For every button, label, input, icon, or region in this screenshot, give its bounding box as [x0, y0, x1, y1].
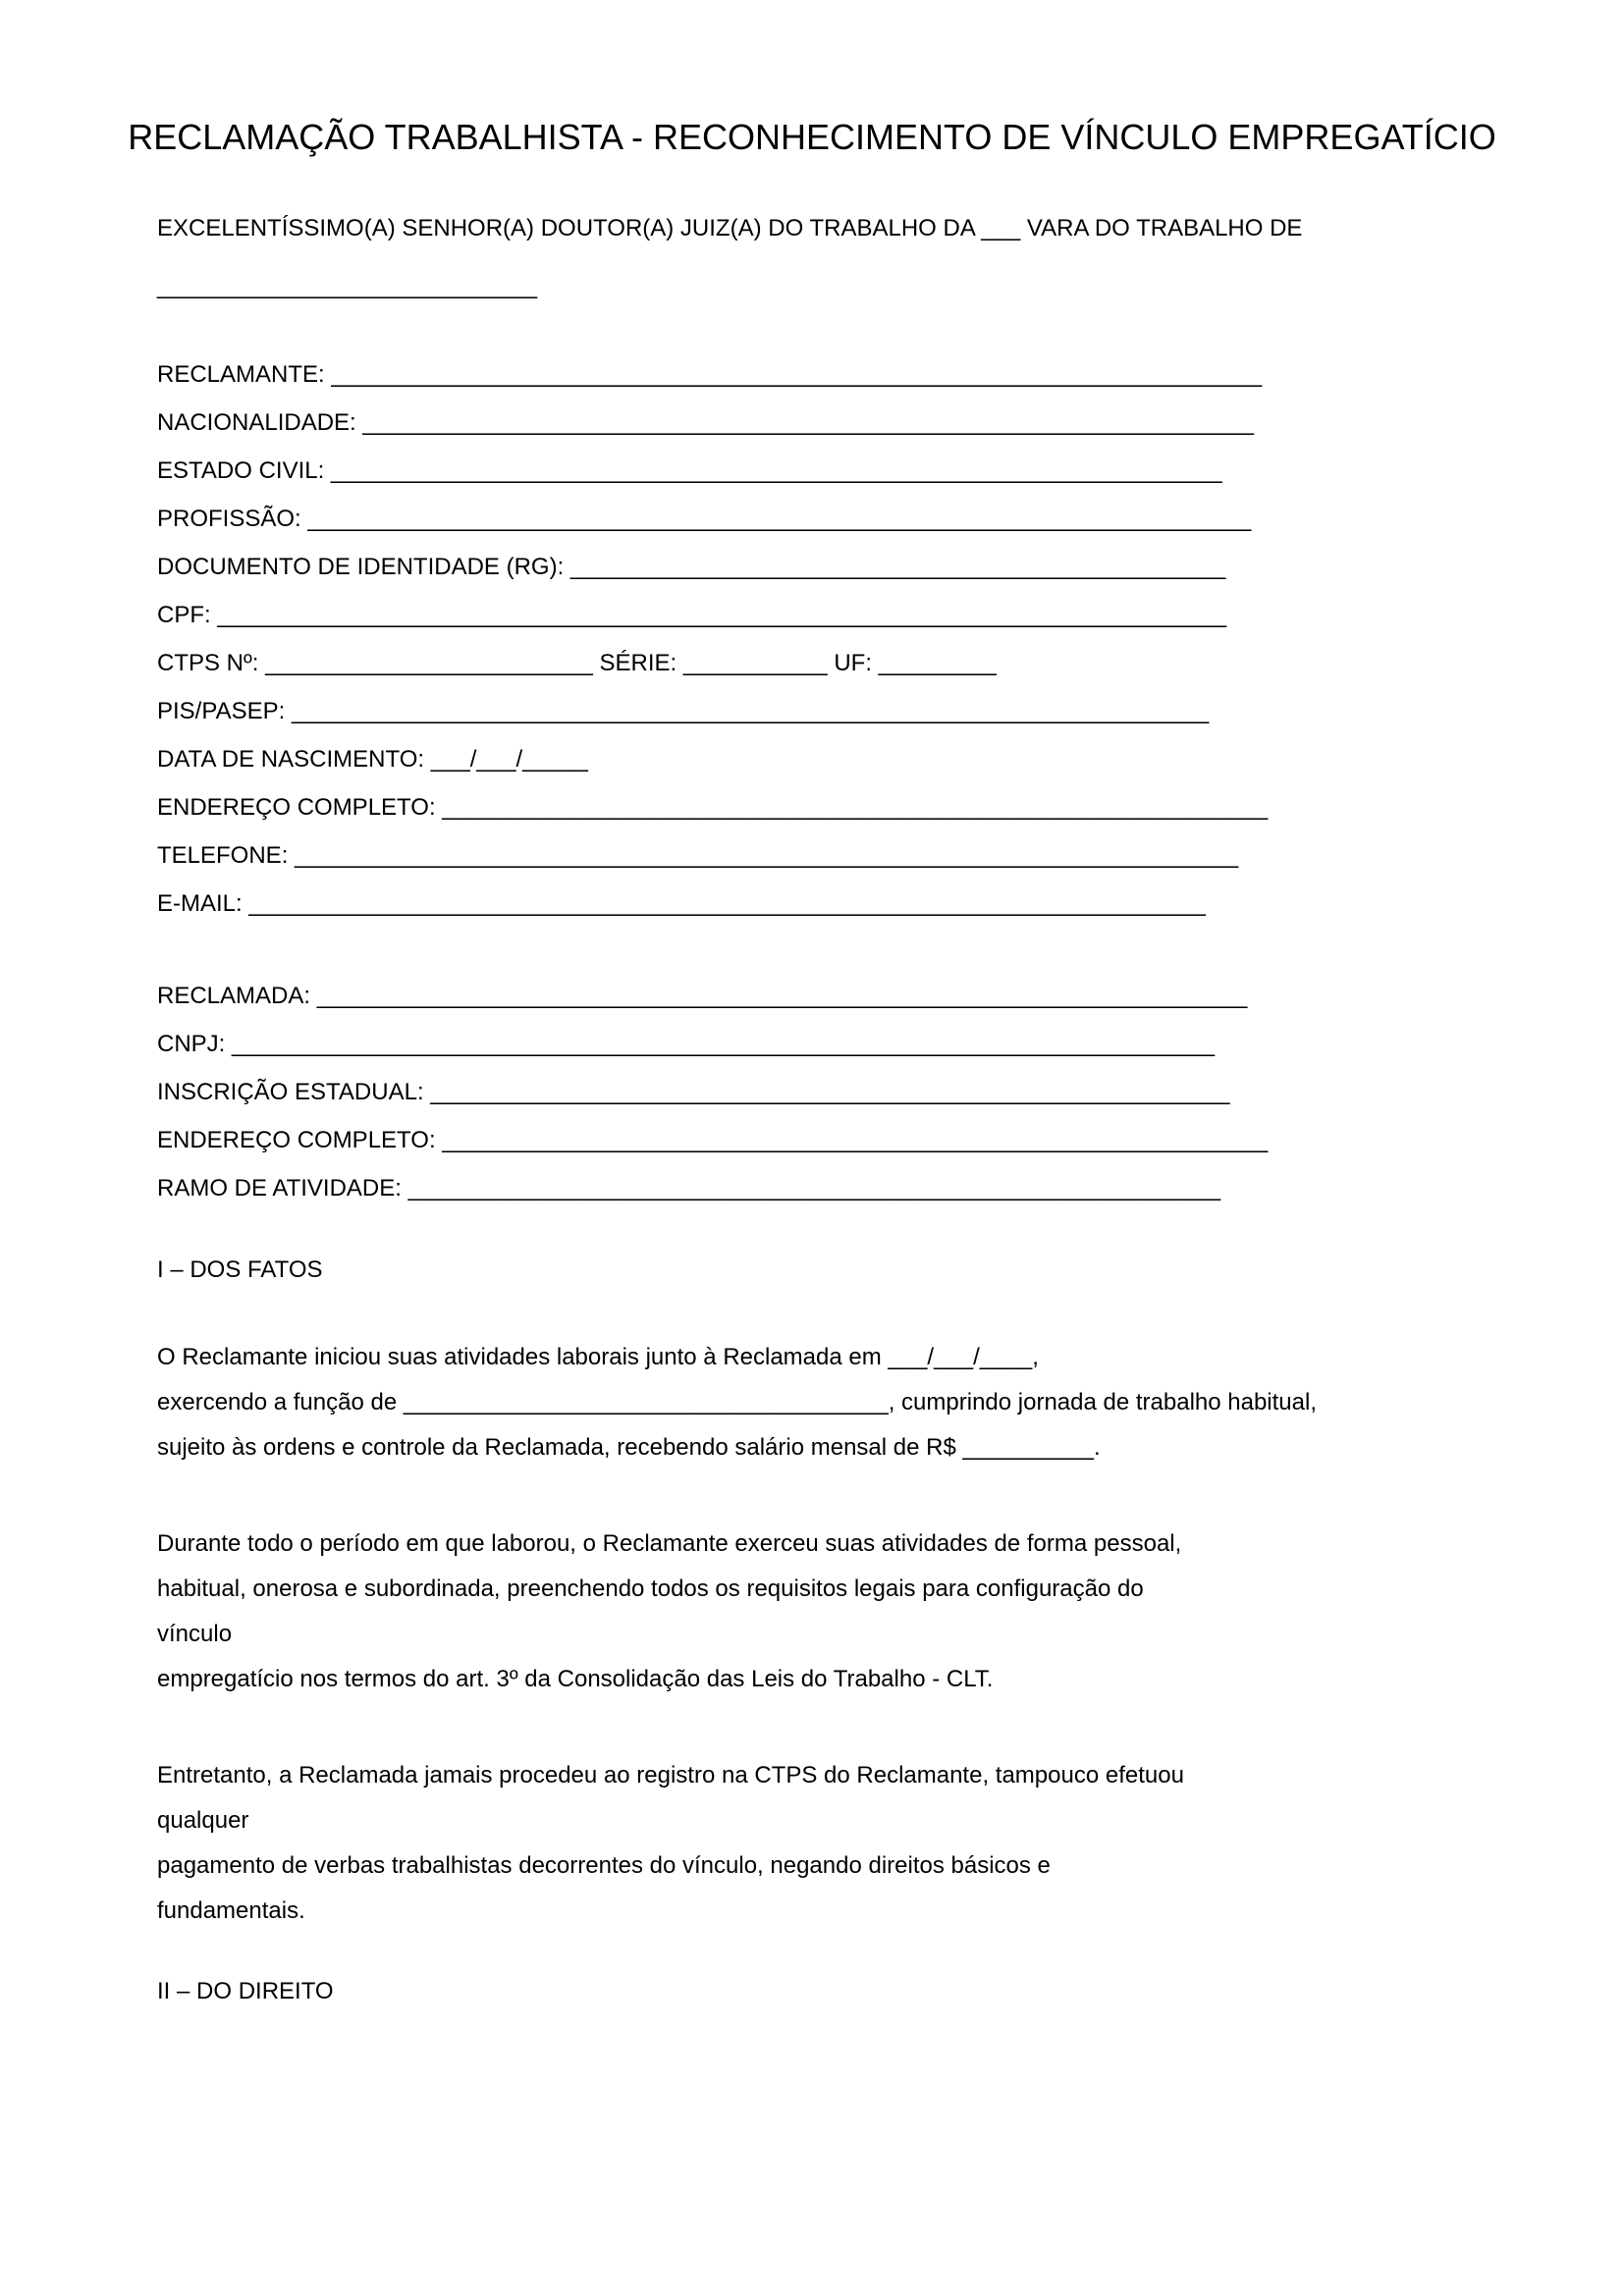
field-cpf: CPF: _____________________________________________________________________________: [157, 602, 1227, 628]
paragraph-line: qualquer: [157, 1807, 249, 1834]
field-estado-civil: ESTADO CIVIL: ____________________________________________________________________: [157, 457, 1222, 484]
paragraph: [157, 1522, 1624, 1702]
document-title: RECLAMAÇÃO TRABALHISTA - RECONHECIMENTO DE VÍNCULO EMPREGATÍCIO: [128, 117, 1496, 157]
field-endereco-completo-reclamada: ENDEREÇO COMPLETO: _______________________________________________________________: [157, 1127, 1269, 1153]
paragraph-line: Entretanto, a Reclamada jamais procedeu ao registro na CTPS do Reclamante, tampouco efetuou: [157, 1762, 1184, 1789]
paragraph-line: O Reclamante iniciou suas atividades laborais junto à Reclamada em ___/___/____,: [157, 1344, 1039, 1370]
paragraph: [157, 1753, 1624, 1934]
field-inscricao-estadual: INSCRIÇÃO ESTADUAL: _____________________________________________________________: [157, 1079, 1230, 1105]
document-sections: [0, 1255, 1624, 2005]
section-heading-dos-fatos: I – DOS FATOS: [157, 1256, 323, 1283]
field-data-nascimento: DATA DE NASCIMENTO: ___/___/_____: [157, 746, 588, 773]
paragraph-line: exercendo a função de _____________________________________, cumprindo jornada de trabalho habitual,: [157, 1389, 1318, 1415]
field-ramo-atividade: RAMO DE ATIVIDADE: ______________________________________________________________: [157, 1175, 1221, 1201]
section-heading-do-direito: II – DO DIREITO: [157, 1978, 334, 2004]
paragraph-line: habitual, onerosa e subordinada, preenchendo todos os requisitos legais para configuração do: [157, 1575, 1144, 1602]
addressee-line: EXCELENTÍSSIMO(A) SENHOR(A) DOUTOR(A) JUIZ(A) DO TRABALHO DA ___ VARA DO TRABALHO DE: [157, 215, 1303, 241]
field-pis-pasep: PIS/PASEP: ______________________________________________________________________: [157, 698, 1210, 724]
addressee-blank-line: _____________________________: [157, 273, 538, 299]
defendant-fields: [157, 972, 1624, 1212]
field-cnpj: CNPJ: ___________________________________________________________________________: [157, 1031, 1216, 1057]
field-ctps-serie-uf: CTPS Nº: _________________________ SÉRIE: ___________ UF: _________: [157, 650, 997, 676]
field-reclamada: RECLAMADA: _______________________________________________________________________: [157, 983, 1248, 1009]
paragraph-line: fundamentais.: [157, 1897, 305, 1924]
field-nacionalidade: NACIONALIDADE: ____________________________________________________________________: [157, 409, 1255, 436]
field-endereco-completo: ENDEREÇO COMPLETO: _______________________________________________________________: [157, 794, 1269, 821]
paragraph-line: vínculo: [157, 1621, 233, 1647]
paragraph-line: empregatício nos termos do art. 3º da Consolidação das Leis do Trabalho - CLT.: [157, 1666, 994, 1692]
paragraph-line: Durante todo o período em que laborou, o Reclamante exerceu suas atividades de forma pessoal,: [157, 1530, 1182, 1557]
paragraph-line: sujeito às ordens e controle da Reclamada, recebendo salário mensal de R$ __________.: [157, 1434, 1101, 1461]
field-documento-identidade-rg: DOCUMENTO DE IDENTIDADE (RG): __________________________________________________: [157, 554, 1226, 580]
claimant-fields: [157, 350, 1624, 928]
field-reclamante: RECLAMANTE: _______________________________________________________________________: [157, 361, 1263, 388]
paragraph: [157, 1335, 1624, 1470]
field-email: E-MAIL: _________________________________________________________________________: [157, 890, 1206, 917]
paragraph-line: pagamento de verbas trabalhistas decorrentes do vínculo, negando direitos básicos e: [157, 1852, 1051, 1879]
field-telefone: TELEFONE: ________________________________________________________________________: [157, 842, 1239, 869]
field-profissao: PROFISSÃO: ________________________________________________________________________: [157, 506, 1252, 532]
